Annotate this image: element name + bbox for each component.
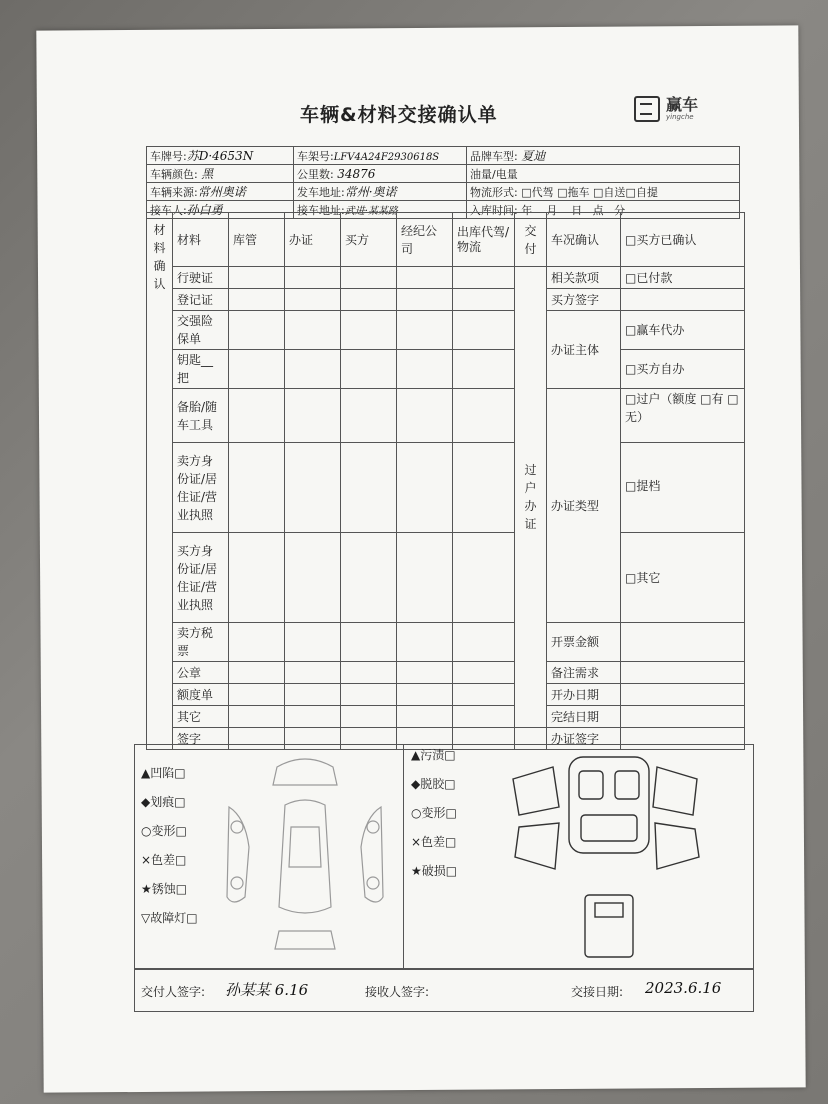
start-date-field[interactable] — [621, 684, 745, 706]
color-cell — [147, 165, 294, 183]
plate-label: 车牌号: — [150, 150, 187, 163]
material-row: 登记证 — [173, 289, 229, 311]
car-interior-diagram-icon — [507, 753, 707, 963]
logo-subtitle: yingche — [666, 113, 694, 121]
defect-fault-light[interactable]: ▽故障灯□ — [141, 911, 198, 925]
finish-date-label: 完结日期 — [547, 706, 621, 728]
type-option[interactable]: □过户（额度 □有 □无） — [621, 389, 745, 443]
material-confirm-table — [146, 212, 745, 750]
type-label: 办证类型 — [547, 389, 621, 623]
material-row: 签字 — [173, 728, 229, 750]
receive-sign-label: 接收人签字: — [365, 985, 430, 999]
brand-value: 夏迪 — [521, 149, 546, 163]
receiver-value: 孙白勇 — [186, 203, 223, 217]
vin-value: LFV4A24F2930618S — [333, 151, 440, 163]
invoice-field[interactable] — [621, 623, 745, 662]
material-row: 其它 — [173, 706, 229, 728]
source-value: 常州奥诺 — [197, 185, 246, 199]
defect-peel[interactable]: ◆脱胶□ — [411, 777, 456, 791]
material-row: 额度单 — [173, 684, 229, 706]
subject-label: 办证主体 — [547, 311, 621, 389]
material-row: 买方身份证/居住证/营业执照 — [173, 533, 229, 623]
buyer-sign-label: 买方签字 — [547, 289, 621, 311]
logo-icon — [634, 96, 660, 122]
finish-date-field[interactable] — [621, 706, 745, 728]
vehicle-info-table — [146, 146, 740, 219]
plate-cell — [147, 147, 294, 165]
payment-label: 相关款项 — [547, 267, 621, 289]
interior-defect-legend — [411, 741, 457, 886]
defect-stain[interactable]: ▲污渍□ — [411, 748, 456, 762]
source-label: 车辆来源: — [150, 186, 198, 199]
material-row: 卖方税票 — [173, 623, 229, 662]
mileage-value: 34876 — [337, 166, 376, 181]
logistics-cell — [467, 183, 740, 201]
defect-deform[interactable]: ○变形□ — [411, 806, 457, 820]
type-option[interactable]: □提档 — [621, 443, 745, 533]
defect-dent[interactable]: ▲凹陷□ — [141, 766, 186, 780]
plate-value: 苏D·4653N — [186, 149, 254, 163]
logistics-option[interactable]: □自提 — [625, 185, 658, 199]
logistics-option[interactable]: □自送 — [593, 185, 626, 199]
material-row: 公章 — [173, 662, 229, 684]
deliver-sign-label: 交付人签字: — [141, 985, 206, 999]
defect-deform[interactable]: ○变形□ — [141, 824, 187, 838]
dispatch-label: 发车地址: — [297, 186, 345, 199]
section-label-text: 材料确认 — [153, 223, 166, 291]
type-option[interactable]: □其它 — [621, 533, 745, 623]
defect-color-diff[interactable]: ×色差□ — [411, 835, 457, 849]
exterior-defect-legend — [141, 759, 198, 933]
company-logo — [634, 96, 698, 122]
material-row: 卖方身份证/居住证/营业执照 — [173, 443, 229, 533]
vin-cell — [294, 147, 467, 165]
deliver-signature[interactable]: 孙某某 6.16 — [225, 981, 309, 999]
defect-damage[interactable]: ★破损□ — [411, 864, 458, 878]
material-row: 行驶证 — [173, 267, 229, 289]
col-warehouse: 库管 — [229, 213, 285, 267]
receiver-label: 接车人: — [150, 204, 187, 217]
transfer-text: 过户办证 — [524, 463, 537, 531]
condition-checkbox[interactable]: □买方已确认 — [621, 213, 745, 267]
dispatch-value: 常州·奥诺 — [344, 185, 397, 199]
cert-sign-label: 办证签字 — [547, 728, 621, 750]
handover-date-value[interactable]: 2023.6.16 — [645, 979, 722, 997]
color-value: 黑 — [201, 167, 214, 181]
fuel-cell: 油量/电量 — [467, 165, 740, 183]
condition-label: 车况确认 — [547, 213, 621, 267]
car-exterior-diagram-icon — [215, 747, 395, 967]
col-deliver — [515, 213, 547, 267]
material-row: 钥匙__把 — [173, 350, 229, 389]
logistics-option[interactable]: □代驾 — [521, 185, 554, 199]
panel-divider — [403, 745, 404, 969]
remark-field[interactable] — [621, 662, 745, 684]
document-title: 车辆&材料交接确认单 — [300, 104, 498, 126]
vin-label: 车架号: — [297, 149, 334, 163]
material-row: 交强险保单 — [173, 311, 229, 350]
color-label: 车辆颜色: — [150, 168, 198, 181]
dispatch-cell — [294, 183, 467, 201]
buyer-sign-field[interactable] — [621, 289, 745, 311]
mileage-cell — [294, 165, 467, 183]
col-cert: 办证 — [285, 213, 341, 267]
pickup-value: 武进·某某路 — [344, 205, 398, 217]
invoice-label: 开票金额 — [547, 623, 621, 662]
material-section-label — [147, 213, 173, 750]
handover-date-label: 交接日期: — [571, 985, 624, 999]
defect-color-diff[interactable]: ×色差□ — [141, 853, 187, 867]
mileage-label: 公里数: — [297, 167, 334, 181]
remark-label: 备注需求 — [547, 662, 621, 684]
subject-option[interactable]: □赢车代办 — [621, 311, 745, 350]
col-buyer: 买方 — [341, 213, 397, 267]
subject-option[interactable]: □买方自办 — [621, 350, 745, 389]
material-row: 备胎/随车工具 — [173, 389, 229, 443]
pickup-label: 接车地址: — [297, 203, 345, 217]
logo-name: 赢车 — [666, 95, 699, 114]
defect-rust[interactable]: ★锈蚀□ — [141, 882, 188, 896]
col-material: 材料 — [173, 213, 229, 267]
brand-label: 品牌车型: — [470, 150, 518, 163]
defect-scratch[interactable]: ◆划痕□ — [141, 795, 186, 809]
brand-cell — [467, 147, 740, 165]
deliver-text: 交付 — [524, 223, 537, 256]
transfer-label — [515, 267, 547, 728]
col-agent: 经纪公司 — [397, 213, 453, 267]
logistics-option[interactable]: □拖车 — [557, 185, 590, 199]
start-date-label: 开办日期 — [547, 684, 621, 706]
damage-inspection-panel — [134, 744, 754, 970]
payment-checkbox[interactable]: □已付款 — [621, 267, 745, 289]
signature-row — [134, 968, 754, 1012]
logistics-label: 物流形式: — [470, 185, 518, 199]
intime-units: 年 月 日 点 分 — [521, 203, 626, 217]
source-cell — [147, 183, 294, 201]
col-outbound: 出库代驾/物流 — [453, 213, 515, 267]
intime-label: 入库时间: — [470, 203, 518, 217]
